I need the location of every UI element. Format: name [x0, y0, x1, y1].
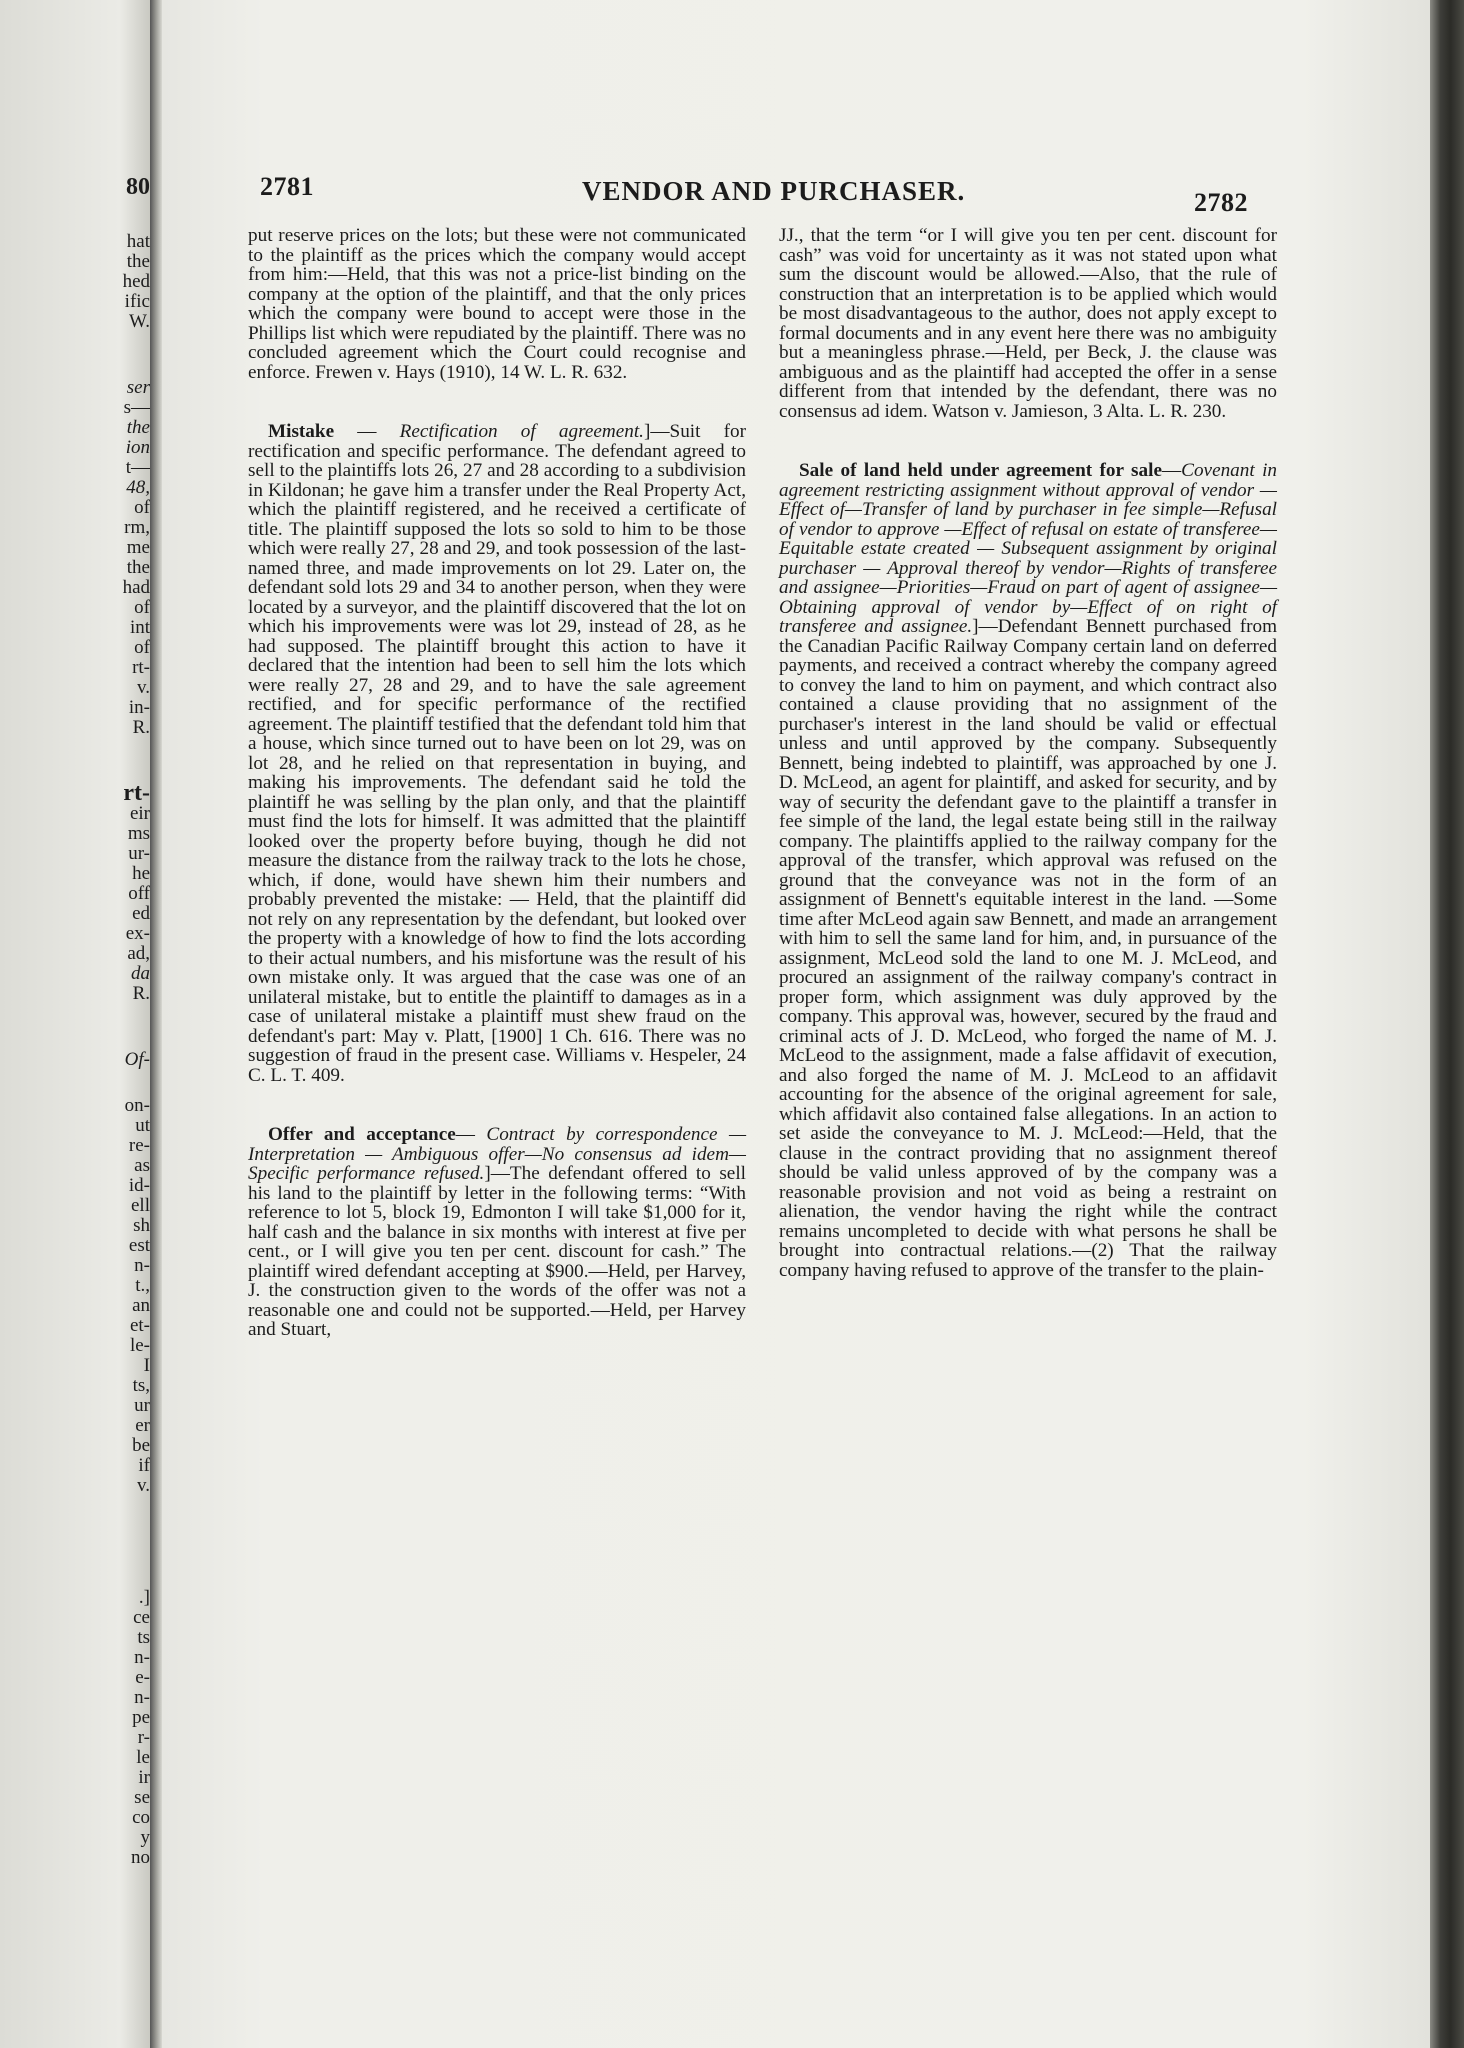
adjacent-page-text-fragment: t—	[125, 457, 150, 478]
running-head-title: VENDOR AND PURCHASER.	[582, 176, 966, 206]
right-column	[779, 226, 1277, 1280]
adjacent-page-text-fragment: 80	[126, 174, 150, 200]
adjacent-page-text-fragment: the	[126, 417, 150, 438]
adjacent-page-text-fragment: R.	[132, 983, 150, 1004]
entry-subject: Rectification of agreement.	[399, 421, 644, 442]
adjacent-page-text-fragment: the	[126, 557, 150, 578]
entry-mistake	[248, 422, 746, 1085]
adjacent-page-text-fragment: le-	[129, 1335, 150, 1356]
adjacent-page-text-fragment: v.	[136, 1475, 150, 1496]
adjacent-page-text-fragment: ed	[132, 903, 150, 924]
adjacent-page-text-fragment: n-	[134, 1687, 150, 1708]
continued-entry: put reserve prices on the lots; but these were not communicated to the plaintiff as the prices which the company would accept from him:—Held, that this was not a price-list binding on the company at the option of the plaintiff, and that the only prices which the company were bound to accept were those in the Phillips list which were repudiated by the plaintiff. There was no concluded agreement which the Court could recognise and enforce. Frewen v. Hays (1910), 14 W. L. R. 632.	[248, 225, 746, 383]
adjacent-page-text-fragment: int	[129, 617, 150, 638]
adjacent-page-text-fragment: ific	[124, 291, 150, 312]
adjacent-page-text-fragment: of	[134, 497, 150, 518]
adjacent-page-text-fragment: r-	[137, 1727, 150, 1748]
adjacent-page-text-fragment: et-	[129, 1315, 150, 1336]
entry-heading: Sale of land held under agreement for sale	[799, 460, 1162, 481]
adjacent-page-text-fragment: as	[134, 1155, 150, 1176]
adjacent-page-text-fragment: in-	[128, 697, 150, 718]
adjacent-page-edge	[0, 0, 150, 2048]
adjacent-page-text-fragment: ir	[138, 1767, 150, 1788]
adjacent-page-text-fragment: I	[143, 1355, 150, 1376]
left-page-number: 2781	[260, 172, 314, 201]
entry-body: ]—Suit for rectification and specific performance. The defendant agreed to sell to the plaintiffs lots 26, 27 and 28 according to a subdivision in Kildonan; he gave him a transfer under the Real Property Act, which the plaintiff registered, and he received a certificate of title. The plaintiff supposed the lots so sold to him to be those which were really 27, 28 and 29, and took possession of the last-named three, and made improvements on lot 29. Later on, the defendant sold lots 29 and 34 to another person, when they were located by a surveyor, and the plaintiff discovered that the lot on which his improvements were was lot 29, instead of 28, as he had supposed. The plaintiff brought this action to have it declared that the intention had been to sell him the lots which were really 27, 28 and 29, and to have the sale agreement rectified, and for specific performance of the rectified agreement. The plaintiff testified that the defendant told him that a house, which since turned out to have been on lot 29, was on lot 28, and he relied on that representation in buying, and making his improvements. The defendant said he told the plaintiff he was selling by the plan only, and that the plaintiff must find the lots for himself. It was admitted that the plaintiff looked over the property before buying, though he did not measure the distance from the railway track to the lots he chose, which, if done, would have shewn him their numbers and probably prevented the mistake: — Held, that the plaintiff did not rely on any representation by the defendant, but looked over the property with a knowledge of how to find the lots according to their actual numbers, and his misfortune was the result of his own mistake only. It was argued that the case was one of an unilateral mistake, but to entitle the plaintiff to damages as in a case of unilateral mistake a plaintiff must shew fraud on the defendant's part: May v. Platt, [1900] 1 Ch. 616. There was no suggestion of fraud in the present case. Williams v. Hespeler, 24 C. L. T. 409.	[248, 421, 747, 1086]
adjacent-page-text-fragment: ur-	[128, 843, 150, 864]
book-page	[162, 0, 1430, 2048]
adjacent-page-text-fragment: me	[126, 537, 150, 558]
entry-body: ]—Defendant Bennett purchased from the Canadian Pacific Railway Company certain land on deferred payments, and received a contract whereby the company agreed to convey the land to him on payment, and which contract also contained a clause providing that no assignment of the purchaser's interest in the land should be valid or effectual unless and until approved by the company. Subsequently Bennett, being indebted to plaintiff, was approached by one J. D. McLeod, an agent for plaintiff, and asked for security, and by way of security the defendant gave to the plaintiff a transfer in fee simple of the land, the legal estate being still in the railway company. The plaintiffs applied to the railway company for the approval of the transfer, which approval was refused on the ground that the conveyance was not in the form of an assignment of Bennett's equitable interest in the land. —Some time after McLeod again saw Bennett, and made an arrangement with him to sell the same land for him, and, in pursuance of the assignment, McLeod sold the land to one M. J. McLeod, and procured an assignment of the railway company's contract in proper form, which assignment was duly approved by the company. This approval was, however, secured by the fraud and criminal acts of J. D. McLeod, who forged the name of M. J. McLeod to the assignment, made a false affidavit of execution, and also forged the name of M. J. McLeod to an affidavit accounting for the absence of the original agreement for sale, which affidavit also contained false allegations. In an action to set aside the conveyance to M. J. McLeod:—Held, that the clause in the contract providing that no assignment thereof should be valid unless approved of by the company was a reasonable provision and not void as being a restraint on alienation, the vendor having the right while the contract remains uncompleted to decide with what persons he shall be brought into contractual relations.—(2) That the railway company having refused to approve of the transfer to the plain-	[779, 616, 1277, 1281]
adjacent-page-text-fragment: n-	[134, 1647, 150, 1668]
adjacent-page-text-fragment: an	[132, 1295, 150, 1316]
adjacent-page-text-fragment: est	[128, 1235, 150, 1256]
adjacent-page-text-fragment: re-	[128, 1135, 150, 1156]
entry-subject: Contract by correspondence — Interpretation — Ambiguous offer—No consensus ad idem—Specific performance refused.	[248, 1124, 747, 1184]
adjacent-page-text-fragment: ex-	[125, 923, 150, 944]
adjacent-page-text-fragment: ad,	[127, 943, 150, 964]
adjacent-page-text-fragment: sh	[133, 1215, 150, 1236]
adjacent-page-text-fragment: be	[132, 1435, 150, 1456]
adjacent-page-text-fragment: ur	[134, 1395, 150, 1416]
adjacent-page-text-fragment: v.	[136, 677, 150, 698]
adjacent-page-text-fragment: ts,	[132, 1375, 150, 1396]
adjacent-page-text-fragment: if	[138, 1455, 150, 1476]
adjacent-page-text-fragment: rt-	[132, 657, 150, 678]
adjacent-page-text-fragment: ion	[125, 437, 150, 458]
adjacent-page-text-fragment: id-	[128, 1175, 150, 1196]
adjacent-page-text-fragment: .]	[138, 1587, 150, 1608]
adjacent-page-text-fragment: he	[132, 863, 150, 884]
adjacent-page-text-fragment: W.	[129, 311, 150, 332]
adjacent-page-text-fragment: ser	[126, 377, 150, 398]
entry-subject: Covenant in agreement restricting assignment without approval of vendor —Effect of—Transfer of land by purchaser in fee simple—Refusal of vendor to approve —Effect of refusal on estate of transferee—Equitable estate created — Subsequent assignment by original purchaser — Approval thereof by vendor—Rights of transferee and assignee—Priorities—Fraud on part of agent of assignee—Obtaining approval of vendor by—Effect of on right of transferee and assignee.	[779, 460, 1278, 637]
adjacent-page-text-fragment: of	[134, 597, 150, 618]
adjacent-page-text-fragment: n-	[134, 1255, 150, 1276]
book-gutter	[150, 0, 162, 2048]
adjacent-page-text-fragment: eir	[129, 803, 150, 824]
adjacent-page-text-fragment: rt-	[123, 780, 150, 806]
entry-body: ]—The defendant offered to sell his land to the plaintiff by letter in the following terms: “With reference to lot 5, block 19, Edmonton I will take $1,000 for it, half cash and the balance in six months with interest at five per cent., or I will give you ten per cent. discount for cash.” The plaintiff wired defendant accepting at $900.—Held, per Harvey, J. the construction given to the words of the offer was not a reasonable one and could not be supported.—Held, per Harvey and Stuart,	[248, 1163, 746, 1340]
adjacent-page-text-fragment: rm,	[124, 517, 150, 538]
adjacent-page-text-fragment: ms	[127, 823, 150, 844]
adjacent-page-text-fragment: t.,	[135, 1275, 150, 1296]
adjacent-page-text-fragment: ce	[133, 1607, 150, 1628]
adjacent-page-text-fragment: off	[128, 883, 150, 904]
adjacent-page-text-fragment: e-	[135, 1667, 150, 1688]
adjacent-page-text-fragment: co	[132, 1807, 150, 1828]
book-cover-edge	[1430, 0, 1464, 2048]
adjacent-page-text-fragment: s—	[123, 397, 150, 418]
adjacent-page-text-fragment: hat	[126, 231, 150, 252]
adjacent-page-text-fragment: ts	[137, 1627, 150, 1648]
adjacent-page-text-fragment: R.	[132, 717, 150, 738]
adjacent-page-text-fragment: no	[131, 1847, 150, 1868]
entry-heading: Offer and acceptance	[268, 1124, 456, 1145]
adjacent-page-text-fragment: ut	[135, 1115, 150, 1136]
adjacent-page-text-fragment: Of-	[124, 1049, 150, 1070]
entry-heading: Mistake	[268, 421, 335, 442]
adjacent-page-text-fragment: on-	[124, 1095, 150, 1116]
left-column	[248, 226, 746, 1340]
adjacent-page-text-fragment: le	[136, 1747, 150, 1768]
adjacent-page-text-fragment: of	[134, 637, 150, 658]
adjacent-page-text-fragment: y	[140, 1827, 150, 1848]
entry-separator: —	[1161, 460, 1182, 481]
adjacent-page-text-fragment: er	[135, 1415, 150, 1436]
adjacent-page-text-fragment: se	[134, 1787, 150, 1808]
adjacent-page-text-fragment: da	[131, 963, 150, 984]
adjacent-page-text-fragment: pe	[132, 1707, 150, 1728]
adjacent-page-text-fragment: the	[126, 251, 150, 272]
entry-separator: —	[455, 1124, 487, 1145]
adjacent-page-text-fragment: 48,	[126, 477, 150, 498]
right-page-number: 2782	[1194, 188, 1248, 217]
adjacent-page-text-fragment: ell	[131, 1195, 150, 1216]
entry-offer-acceptance	[248, 1125, 746, 1340]
continued-entry: JJ., that the term “or I will give you ten per cent. discount for cash” was void for uncertainty as it was not stated upon what sum the discount would be allowed.—Also, that the rule of construction that an interpretation is to be applied which would be most disadvantageous to the author, does not apply except to formal documents and in any event here there was no ambiguity but a meaningless phrase.—Held, per Beck, J. the clause was ambiguous and as the plaintiff had accepted the offer in a sense different from that intended by the defendant, there was no consensus ad idem. Watson v. Jamieson, 3 Alta. L. R. 230.	[779, 225, 1277, 422]
adjacent-page-text-fragment: had	[122, 577, 150, 598]
adjacent-page-text-fragment: hed	[122, 271, 150, 292]
entry-sale-of-land	[779, 461, 1277, 1280]
entry-separator: —	[334, 421, 400, 442]
